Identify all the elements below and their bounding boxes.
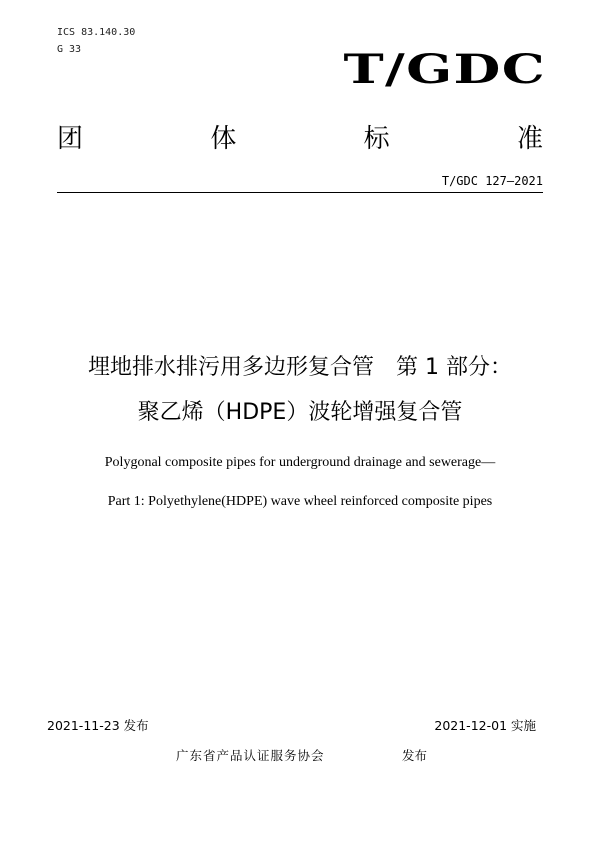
standard-type-char: 团 bbox=[57, 124, 84, 154]
standard-code: T/GDC 127—2021 bbox=[441, 174, 543, 188]
english-title-line-1: Polygonal composite pipes for underground drainage and sewerage— bbox=[104, 455, 496, 470]
english-title-line-2: Part 1: Polyethylene(HDPE) wave wheel reinforced composite pipes bbox=[107, 494, 493, 509]
standard-type bbox=[57, 118, 543, 155]
header-divider bbox=[57, 192, 543, 193]
title-line-1: 埋地排水排污用多边形复合管 第 1 部分： bbox=[88, 355, 512, 380]
standard-type-char: 标 bbox=[363, 124, 390, 154]
publish-label: 发布 bbox=[402, 748, 428, 763]
publisher-name: 广东省产品认证服务协会 bbox=[176, 748, 325, 763]
implement-date: 2021-12-01 实施 bbox=[434, 718, 536, 733]
tgdc-logo: T/GDC bbox=[343, 46, 546, 93]
standard-type-char: 准 bbox=[516, 124, 543, 154]
issue-date: 2021-11-23 发布 bbox=[47, 718, 149, 733]
standard-type-char: 体 bbox=[210, 124, 237, 154]
title-line-2: 聚乙烯（HDPE）波轮增强复合管 bbox=[137, 400, 463, 425]
ics-code: ICS 83.140.30 bbox=[57, 27, 136, 38]
ccs-code: G 33 bbox=[57, 44, 82, 55]
